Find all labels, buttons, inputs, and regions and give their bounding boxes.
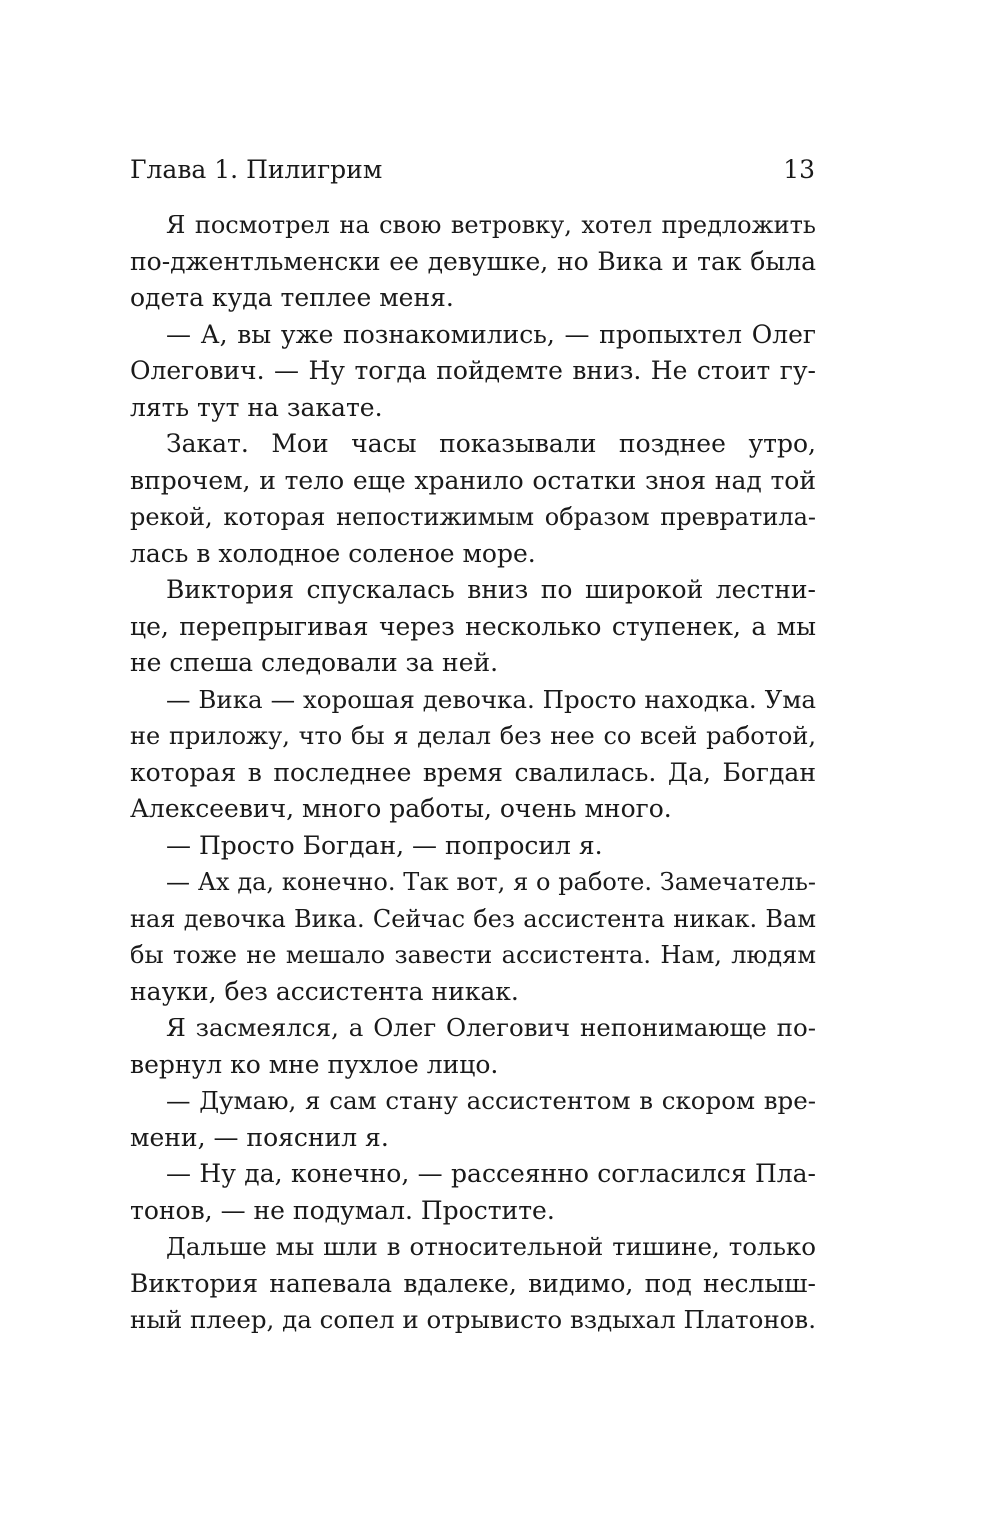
text-line: бы тоже не мешало завести ассистента. Нам, людям bbox=[130, 941, 816, 969]
text-line: не приложу, что бы я делал без нее со всей работой, bbox=[130, 722, 816, 750]
text-line: Олегович. — Ну тогда пойдемте вниз. Не стоит гу- bbox=[130, 356, 816, 385]
text-line: не спеша следовали за ней. bbox=[130, 648, 499, 677]
text-line: науки, без ассистента никак. bbox=[130, 976, 519, 1006]
text-line: — Ах да, конечно. Так вот, я о работе. Замечатель- bbox=[166, 868, 816, 896]
text-line: ная девочка Вика. Сейчас без ассистента никак. Вам bbox=[130, 904, 816, 933]
text-line: — Думаю, я сам стану ассистентом в скором вре- bbox=[166, 1086, 816, 1115]
text-line: вернул ко мне пухлое лицо. bbox=[130, 1049, 499, 1079]
text-line: Дальше мы шли в относительной тишине, только bbox=[166, 1232, 816, 1261]
text-line: Закат. Мои часы показывали позднее утро, bbox=[166, 429, 816, 458]
text-line: одета куда теплее меня. bbox=[130, 283, 454, 312]
text-line: Я посмотрел на свою ветровку, хотел предложить bbox=[166, 211, 816, 239]
text-line: — Ну да, конечно, — рассеянно согласился Пла- bbox=[166, 1159, 816, 1188]
text-line: ный плеер, да сопел и отрывисто вздыхал Платонов. bbox=[130, 1305, 816, 1334]
text-line: Виктория спускалась вниз по широкой лестни- bbox=[166, 575, 816, 604]
text-line: — Просто Богдан, — попросил я. bbox=[166, 830, 603, 860]
running-header bbox=[130, 152, 815, 188]
text-line: — Вика — хорошая девочка. Просто находка. Ума bbox=[166, 684, 816, 714]
text-line: мени, — пояснил я. bbox=[130, 1122, 389, 1152]
text-line: це, перепрыгивая через несколько ступенек, а мы bbox=[130, 611, 816, 641]
chapter-title: Глава 1. Пилигрим bbox=[130, 155, 383, 184]
text-line: Виктория напевала вдалеке, видимо, под неслыш- bbox=[130, 1268, 816, 1298]
text-line: рекой, которая непостижимым образом превратила- bbox=[130, 503, 816, 531]
text-line: Алексеевич, много работы, очень много. bbox=[130, 794, 672, 823]
body-text bbox=[130, 207, 816, 1339]
text-line: — А, вы уже познакомились, — пропыхтел Олег bbox=[166, 319, 816, 349]
text-line: Я засмеялся, а Олег Олегович непонимающе по- bbox=[166, 1013, 816, 1042]
text-line: лась в холодное соленое море. bbox=[130, 538, 536, 568]
page-number: 13 bbox=[783, 155, 815, 184]
text-line: по-джентльменски ее девушке, но Вика и так была bbox=[130, 246, 816, 276]
text-line: которая в последнее время свалилась. Да, Богдан bbox=[130, 757, 816, 787]
text-line: лять тут на закате. bbox=[130, 392, 383, 422]
text-line: тонов, — не подумал. Простите. bbox=[130, 1195, 555, 1225]
text-line: впрочем, и тело еще хранило остатки зноя над той bbox=[130, 465, 816, 495]
